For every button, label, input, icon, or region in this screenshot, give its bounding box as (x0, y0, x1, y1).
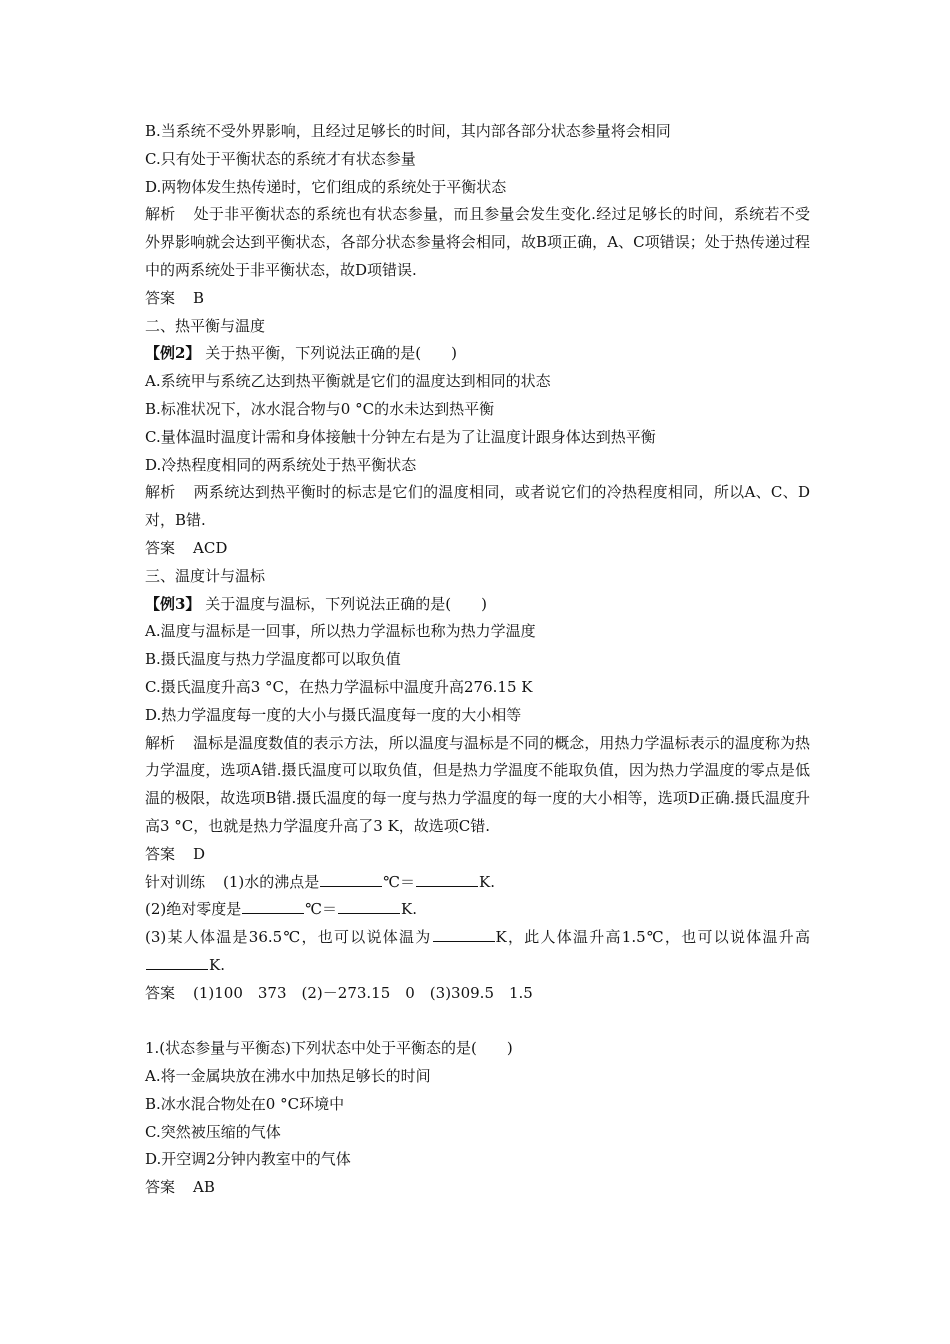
document-body (145, 118, 810, 1202)
ex2-stem (145, 340, 810, 368)
answer-label: 答案 (145, 983, 176, 1002)
analysis-label: 解析 (145, 483, 176, 502)
ex3-option-b: B.摄氏温度与热力学温度都可以取负值 (145, 650, 401, 669)
answer-text: ACD (193, 538, 228, 557)
answer-text: AB (193, 1178, 215, 1197)
ex1-option-d: D.两物体发生热传递时，它们组成的系统处于平衡状态 (145, 177, 507, 196)
training-q3-mid: K，此人体温升高1.5℃，也可以说体温升高 (495, 928, 810, 947)
training-q2-mid: ℃＝ (305, 900, 338, 919)
stem-text: 关于温度与温标，下列说法正确的是( ) (205, 594, 487, 613)
ex1-answer (145, 285, 810, 313)
analysis-text: 两系统达到热平衡时的标志是它们的温度相同，或者说它们的冷热程度相同，所以A、C、D对，B错. (145, 483, 810, 530)
training-q2-prefix: (2)绝对零度是 (145, 900, 242, 919)
ex3-option-d: D.热力学温度每一度的大小与摄氏温度每一度的大小相等 (145, 705, 522, 724)
q1-answer (145, 1174, 810, 1202)
training-q1-prefix: (1)水的沸点是 (223, 872, 320, 891)
ex2-analysis (145, 479, 810, 535)
ex2-option-d: D.冷热程度相同的两系统处于热平衡状态 (145, 455, 417, 474)
answer-blank (416, 872, 478, 887)
ex2-option-b: B.标准状况下，冰水混合物与0 °C的水未达到热平衡 (145, 399, 495, 418)
q1-option-c: C.突然被压缩的气体 (145, 1122, 281, 1141)
ex3-analysis (145, 730, 810, 841)
answer-text: D (193, 844, 206, 863)
training-q1-end: K. (479, 872, 496, 891)
q1-option-b: B.冰水混合物处在0 °C环境中 (145, 1094, 345, 1113)
answer-blank (320, 872, 382, 887)
training-q2 (145, 896, 810, 924)
answer-label: 答案 (145, 1178, 176, 1197)
analysis-text: 处于非平衡状态的系统也有状态参量，而且参量会发生变化.经过足够长的时间，系统若不受外界影响就会达到平衡状态，各部分状态参量将会相同，故B项正确，A、C项错误；处于热传递过程中的两系统处于非平衡状态，故D项错误. (145, 205, 810, 279)
q1-option-d: D.开空调2分钟内教室中的气体 (145, 1150, 351, 1169)
ex3-option-c: C.摄氏温度升高3 °C，在热力学温标中温度升高276.15 K (145, 677, 533, 696)
ex2-answer (145, 535, 810, 563)
training-q3-prefix: (3)某人体温是36.5℃，也可以说体温为 (145, 928, 432, 947)
section-heading-3: 三、温度计与温标 (145, 566, 266, 585)
ex3-option-a: A.温度与温标是一回事，所以热力学温标也称为热力学温度 (145, 622, 536, 641)
example-tag: 【例2】 (145, 344, 201, 363)
analysis-label: 解析 (145, 205, 176, 224)
answer-blank (146, 955, 208, 970)
training-q3 (145, 924, 810, 980)
training-q1 (145, 869, 810, 897)
answer-text: (1)100 373 (2)－273.15 0 (3)309.5 1.5 (193, 983, 533, 1002)
q1-stem: 1.(状态参量与平衡态)下列状态中处于平衡态的是( ) (145, 1039, 513, 1058)
answer-label: 答案 (145, 844, 176, 863)
training-q2-end: K. (401, 900, 418, 919)
training-q1-mid: ℃＝ (383, 872, 416, 891)
ex1-option-b: B.当系统不受外界影响，且经过足够长的时间，其内部各部分状态参量将会相同 (145, 122, 671, 140)
q1-option-a: A.将一金属块放在沸水中加热足够长的时间 (145, 1067, 431, 1086)
answer-blank (433, 927, 495, 942)
stem-text: 关于热平衡，下列说法正确的是( ) (205, 344, 457, 363)
ex1-option-c: C.只有处于平衡状态的系统才有状态参量 (145, 149, 416, 168)
answer-label: 答案 (145, 538, 176, 557)
answer-label: 答案 (145, 288, 176, 307)
analysis-text: 温标是温度数值的表示方法，所以温度与温标是不同的概念，用热力学温标表示的温度称为热力学温度，选项A错.摄氏温度可以取负值，但是热力学温度不能取负值，因为热力学温度的零点是低温的极限，故选项B错.摄氏温度的每一度与热力学温度的每一度的大小相等，选项D正确.摄氏温度升高3 °C，也就是热力学温度升高了3 K，故选项C错. (145, 733, 810, 835)
ex2-option-a: A.系统甲与系统乙达到热平衡就是它们的温度达到相同的状态 (145, 372, 551, 391)
example-tag: 【例3】 (145, 594, 201, 613)
training-label: 针对训练 (145, 872, 206, 891)
ex3-answer (145, 841, 810, 869)
answer-blank (242, 899, 304, 914)
section-heading-2: 二、热平衡与温度 (145, 316, 266, 335)
answer-text: B (193, 288, 205, 307)
answer-blank (338, 899, 400, 914)
ex3-stem (145, 591, 810, 619)
analysis-label: 解析 (145, 733, 176, 752)
spacer (145, 1008, 810, 1036)
training-answer (145, 980, 810, 1008)
ex2-option-c: C.量体温时温度计需和身体接触十分钟左右是为了让温度计跟身体达到热平衡 (145, 427, 656, 446)
ex1-analysis (145, 201, 810, 284)
training-q3-end: K. (209, 955, 225, 974)
